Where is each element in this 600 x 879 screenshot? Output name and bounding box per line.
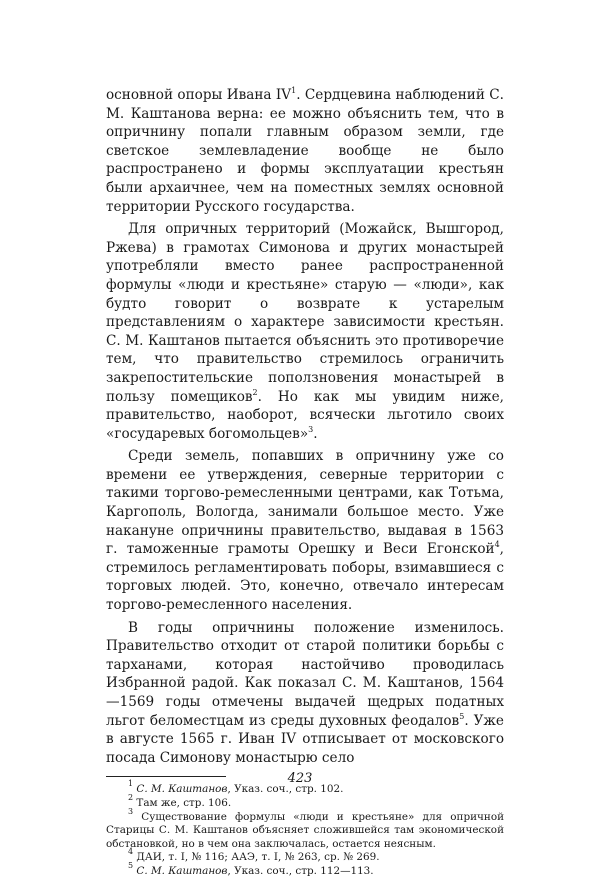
paragraph-2-text-c: .	[313, 425, 318, 442]
footnote-5	[106, 860, 504, 879]
footnote-ref-3[interactable]: 3	[308, 424, 314, 434]
footnote-2-text: Там же, стр. 106.	[136, 796, 232, 809]
paragraph-4-text-a: В годы опричнины положение изменилось. Правительство отходит от старой политики борьбы с тарханами, которая настойчиво проводилась Избранной радой. Как показал С. М. Каштанов, 1564—1569 годы отмечены выдачей щедрых податных льгот беломестцам из среды духовных феодалов	[106, 619, 504, 729]
footnote-1-author: С. М. Каштанов	[136, 783, 228, 796]
footnote-3	[106, 806, 504, 852]
footnote-4-text: ДАИ, т. I, № 116; ААЭ, т. I, № 263, ср. № 269.	[136, 851, 380, 864]
footnote-ref-1[interactable]: 1	[291, 86, 297, 95]
footnote-5-author: С. М. Каштанов	[136, 864, 228, 877]
paragraph-2-text-a: Для опричных территорий (Можайск, Вышгород, Ржева) в грамотах Симонова и других монастырей употребляли вместо ранее распространенной формулы «люди и крестьяне» старую — «люди», как будто говорит о возврате к устарелым представлениям о характере зависимости крестьян. С. М. Каштанов пытается объяснить это противоречие тем, что правительство стремилось ограничить закрепостительские поползновения монастырей в пользу помещиков	[106, 221, 504, 405]
footnote-5-text: , Указ. соч., стр. 112—113.	[227, 864, 374, 877]
paragraph-2-text-b: . Но как мы увидим ниже, правительство, наоборот, всячески льготило своих «государевых богомольцев»	[106, 388, 504, 442]
paragraph-1-text-a: основной опоры Ивана IV	[106, 87, 292, 103]
paragraph-3-text-b: , стремилось регламентировать поборы, взимавшиеся с торговых людей. Это, конечно, отвечало интересам торгово-ремесленного населения.	[106, 541, 504, 614]
paragraph-3-text-a: Среди земель, попавших в опричнину уже со времени ее утверждения, северные территории с такими торгово-ремесленными центрами, как Тотьма, Каргополь, Вологда, занимали большое место. Уже накануне опричнины правительство, выдавая в 1563 г. таможенные грамоты Орешку и Веси Егонской	[106, 448, 504, 558]
footnote-4-number: 4	[128, 847, 134, 857]
footnote-ref-2[interactable]: 2	[252, 387, 258, 397]
footnote-3-number: 3	[128, 806, 134, 816]
paragraph-3	[106, 447, 504, 614]
footnote-2	[106, 792, 504, 811]
paragraph-2	[106, 220, 504, 443]
paragraph-4-text-b: . Уже в августе 1565 г. Иван IV отписывает от московского посада Симонову монастырю село	[106, 712, 504, 766]
paragraph-1	[106, 86, 504, 216]
footnote-2-number: 2	[128, 792, 134, 802]
footnote-4	[106, 847, 504, 865]
footnote-5-number: 5	[128, 860, 134, 870]
footnote-ref-5[interactable]: 5	[459, 711, 465, 721]
footnote-3-text: Существование формулы «люди и крестьяне» для опричной Старицы С. М. Каштанов объясняет сложившейся там экономической обстановкой, но в чем она заключалась, остается неясным.	[106, 810, 504, 850]
footnote-1-number: 1	[128, 779, 134, 789]
paragraph-1-text-b: . Сердцевина наблюдений С. М. Каштанова верна: ее можно объяснить тем, что в опричнину попали главным образом земли, где светское землевладение вообще не было распространено и формы эксплуатации крестьян были архаичнее, чем на поместных землях основной территории Русского государства.	[106, 87, 504, 215]
page-body	[106, 86, 504, 879]
footnote-ref-4[interactable]: 4	[494, 540, 500, 550]
page-number: 423	[287, 771, 313, 786]
footnote-1-text: , Указ. соч., стр. 102.	[227, 783, 344, 796]
paragraph-4	[106, 619, 504, 768]
